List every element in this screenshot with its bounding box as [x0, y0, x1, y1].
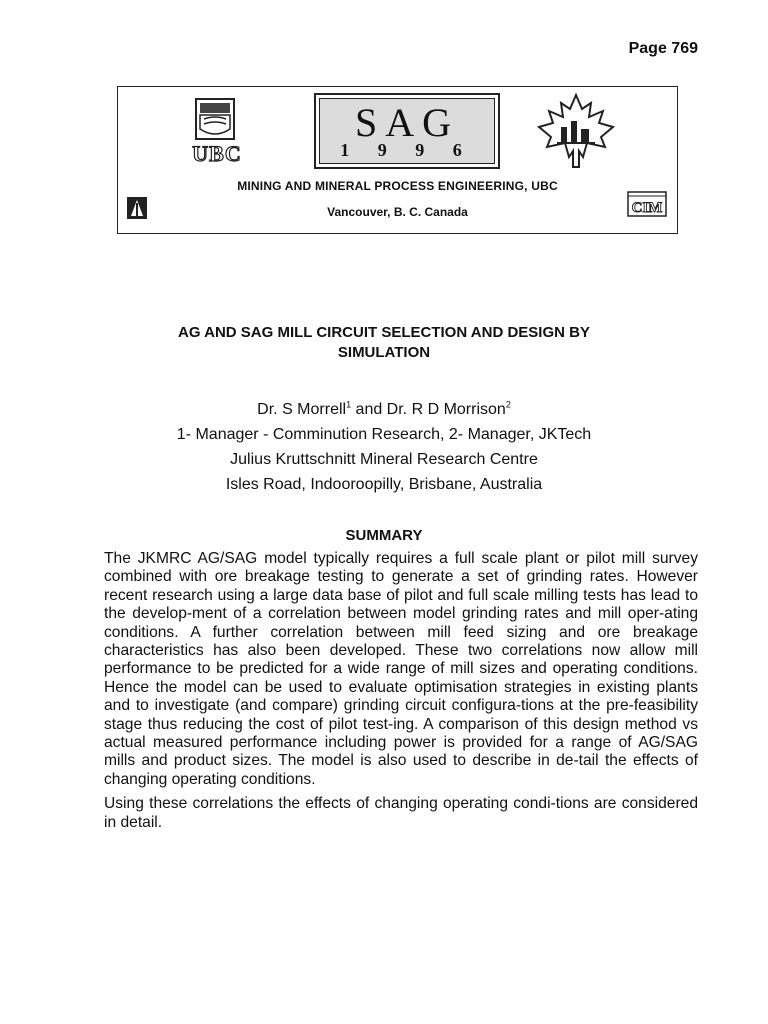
paper-title-line2: SIMULATION: [337, 344, 431, 361]
organization-name: MINING AND MINERAL PROCESS ENGINEERING, UBC: [237, 179, 558, 193]
sag-logo-year: 1 9 9 6: [340, 140, 474, 160]
affiliation-institute: Julius Kruttschnitt Mineral Research Centre: [230, 451, 538, 468]
ubc-logo: [176, 97, 258, 165]
sag-logo-text: SAG: [354, 100, 460, 145]
author-1-sup: 1: [346, 399, 352, 410]
summary-heading: SUMMARY: [345, 527, 423, 544]
affiliation-address: Isles Road, Indooroopilly, Brisbane, Australia: [225, 476, 543, 493]
conference-header: [117, 86, 678, 234]
paper-title-line1: AG AND SAG MILL CIRCUIT SELECTION AND DESIGN BY: [178, 324, 590, 341]
summary-body: [104, 550, 698, 838]
sag-1996-logo: [314, 93, 500, 169]
affiliation-roles: 1- Manager - Comminution Research, 2- Manager, JKTech: [176, 426, 592, 443]
cim-logo: [627, 191, 667, 217]
maple-leaf-logo: [531, 91, 621, 171]
organization-location: Vancouver, B. C. Canada: [327, 205, 468, 219]
author-2: and Dr. R D Morrison: [351, 401, 506, 418]
authors-block: [60, 397, 708, 497]
cim-logo-text: CIM: [631, 200, 663, 216]
author-names: [60, 397, 708, 422]
page-number: Page 769: [628, 40, 698, 57]
ubc-logo-text: UBC: [192, 141, 242, 165]
author-1: Dr. S Morrell: [257, 401, 347, 418]
paper-title: [80, 323, 688, 363]
summary-paragraph-2: Using these correlations the effects of changing operating condi-tions are considered in detail.: [104, 795, 698, 831]
summary-paragraph-1: The JKMRC AG/SAG model typically requires a full scale plant or pilot mill survey combined with ore breakage testing to generate a set of grinding rates. However recent research using a large data base of pilot and full scale milling tests has lead to the develop-ment of a correlation between model grinding rates and mill oper-ating conditions. A further correlation between mill feed sizing and ore breakage characteristics has also been developed. These two correlations now allow mill performance to be predicted for a wide range of mill sizes and operating conditions. Hence the model can be used to evaluate optimisation strategies in existing plants and to investigate (and compare) grinding circuit configura-tions at the pre-feasibility stage thus reducing the cost of pilot test-ing. A comparison of this design method vs actual measured performance including power is provided for a range of AG/SAG mills and product sizes. The model is also used to describe in de-tail the effects of changing operating conditions.: [104, 550, 698, 788]
author-2-sup: 2: [505, 399, 511, 410]
